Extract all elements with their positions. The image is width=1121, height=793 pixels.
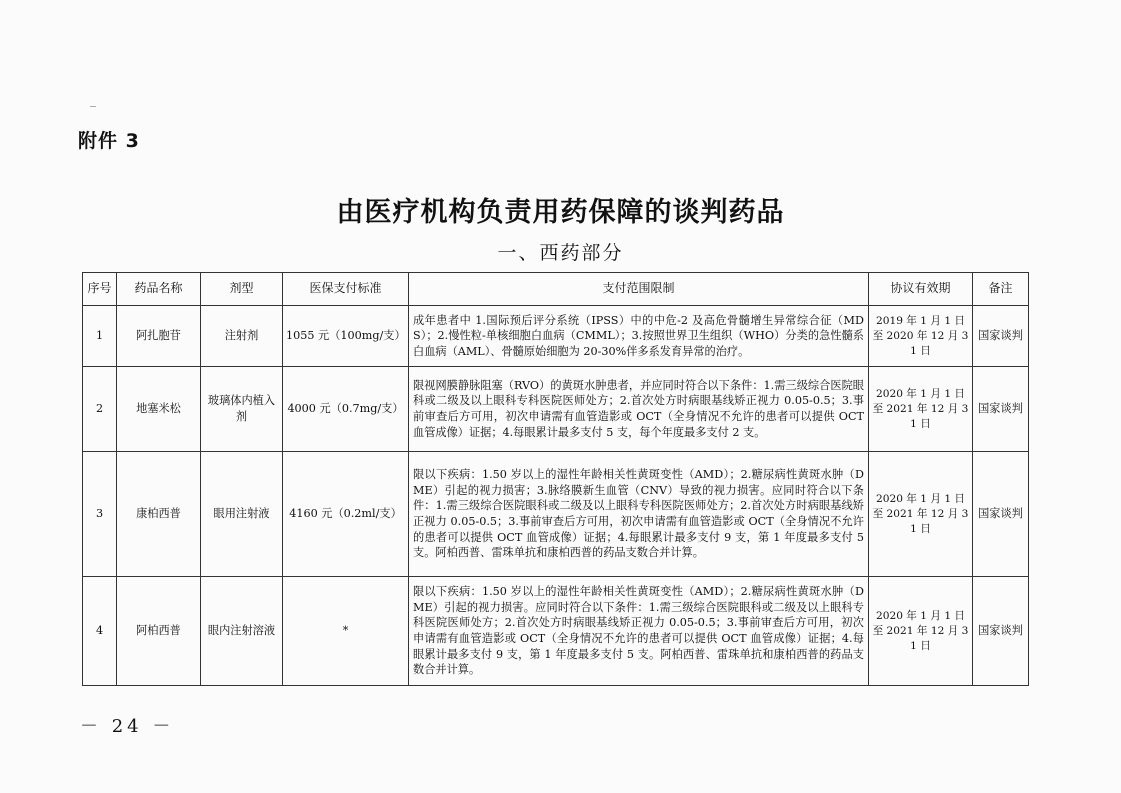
cell-name: 阿扎胞苷 [117,306,201,367]
cell-price: 4160 元（0.2ml/支） [283,452,409,577]
cell-period: 2020 年 1 月 1 日至 2021 年 12 月 31 日 [869,452,973,577]
cell-price: 1055 元（100mg/支） [283,306,409,367]
header-price: 医保支付标准 [283,273,409,306]
cell-scope: 限视网膜静脉阻塞（RVO）的黄斑水肿患者，并应同时符合以下条件：1.需三级综合医院眼科或二级及以上眼科专科医院医师处方；2.首次处方时病眼基线矫正视力 0.05-0.5；3.事前审查后方可用，初次申请需有血管造影或 OCT（全身情况不允许的患者可以提供 OCT 血管成像）证据；4.每眼累计最多支付 5 支，每个年度最多支付 2 支。 [409,367,869,452]
cell-note: 国家谈判 [973,306,1029,367]
cell-no: 2 [83,367,117,452]
cell-note: 国家谈判 [973,452,1029,577]
header-form: 剂型 [201,273,283,306]
header-no: 序号 [83,273,117,306]
cell-form: 眼内注射溶液 [201,577,283,686]
cell-period: 2019 年 1 月 1 日至 2020 年 12 月 31 日 [869,306,973,367]
cell-no: 3 [83,452,117,577]
table-row [83,452,1029,577]
cell-no: 4 [83,577,117,686]
table-header-row [83,273,1029,306]
cell-name: 地塞米松 [117,367,201,452]
header-period: 协议有效期 [869,273,973,306]
cell-form: 玻璃体内植入剂 [201,367,283,452]
table-row [83,577,1029,686]
scan-speck [90,106,96,107]
cell-price: * [283,577,409,686]
cell-name: 康柏西普 [117,452,201,577]
cell-no: 1 [83,306,117,367]
attachment-label: 附件 3 [78,130,140,152]
cell-period: 2020 年 1 月 1 日至 2021 年 12 月 31 日 [869,577,973,686]
cell-scope: 限以下疾病：1.50 岁以上的湿性年龄相关性黄斑变性（AMD）；2.糖尿病性黄斑水肿（DME）引起的视力损害；3.脉络膜新生血管（CNV）导致的视力损害。应同时符合以下条件：1.需三级综合医院眼科或二级及以上眼科专科医院医师处方；2.首次处方时病眼基线矫正视力 0.05-0.5；3.事前审查后方可用，初次申请需有血管造影或 OCT（全身情况不允许的患者可以提供 OCT 血管成像）证据；4.每眼累计最多支付 9 支，第 1 年度最多支付 5 支。阿柏西普、雷珠单抗和康柏西普的药品支数合并计算。 [409,452,869,577]
page-number: － 24 － [80,716,175,737]
document-title: 由医疗机构负责用药保障的谈判药品 [336,197,785,228]
cell-scope: 成年患者中 1.国际预后评分系统（IPSS）中的中危-2 及高危骨髓增生异常综合征（MDS）；2.慢性粒-单核细胞白血病（CMML）；3.按照世界卫生组织（WHO）分类的急性髓系白血病（AML）、骨髓原始细胞为 20-30%伴多系发育异常的治疗。 [409,306,869,367]
cell-name: 阿柏西普 [117,577,201,686]
cell-price: 4000 元（0.7mg/支） [283,367,409,452]
header-note: 备注 [973,273,1029,306]
header-name: 药品名称 [117,273,201,306]
drug-table [82,272,1029,686]
cell-note: 国家谈判 [973,577,1029,686]
table-row [83,367,1029,452]
cell-note: 国家谈判 [973,367,1029,452]
cell-scope: 限以下疾病：1.50 岁以上的湿性年龄相关性黄斑变性（AMD）；2.糖尿病性黄斑水肿（DME）引起的视力损害。应同时符合以下条件：1.需三级综合医院眼科或二级及以上眼科专科医院医师处方；2.首次处方时病眼基线矫正视力 0.05-0.5；3.事前审查后方可用，初次申请需有血管造影或 OCT（全身情况不允许的患者可以提供 OCT 血管成像）证据；4.每眼累计最多支付 9 支，第 1 年度最多支付 5 支。阿柏西普、雷珠单抗和康柏西普的药品支数合并计算。 [409,577,869,686]
table-row [83,306,1029,367]
cell-period: 2020 年 1 月 1 日至 2021 年 12 月 31 日 [869,367,973,452]
section-subtitle: 一、西药部分 [497,242,624,264]
header-scope: 支付范围限制 [409,273,869,306]
cell-form: 注射剂 [201,306,283,367]
cell-form: 眼用注射液 [201,452,283,577]
